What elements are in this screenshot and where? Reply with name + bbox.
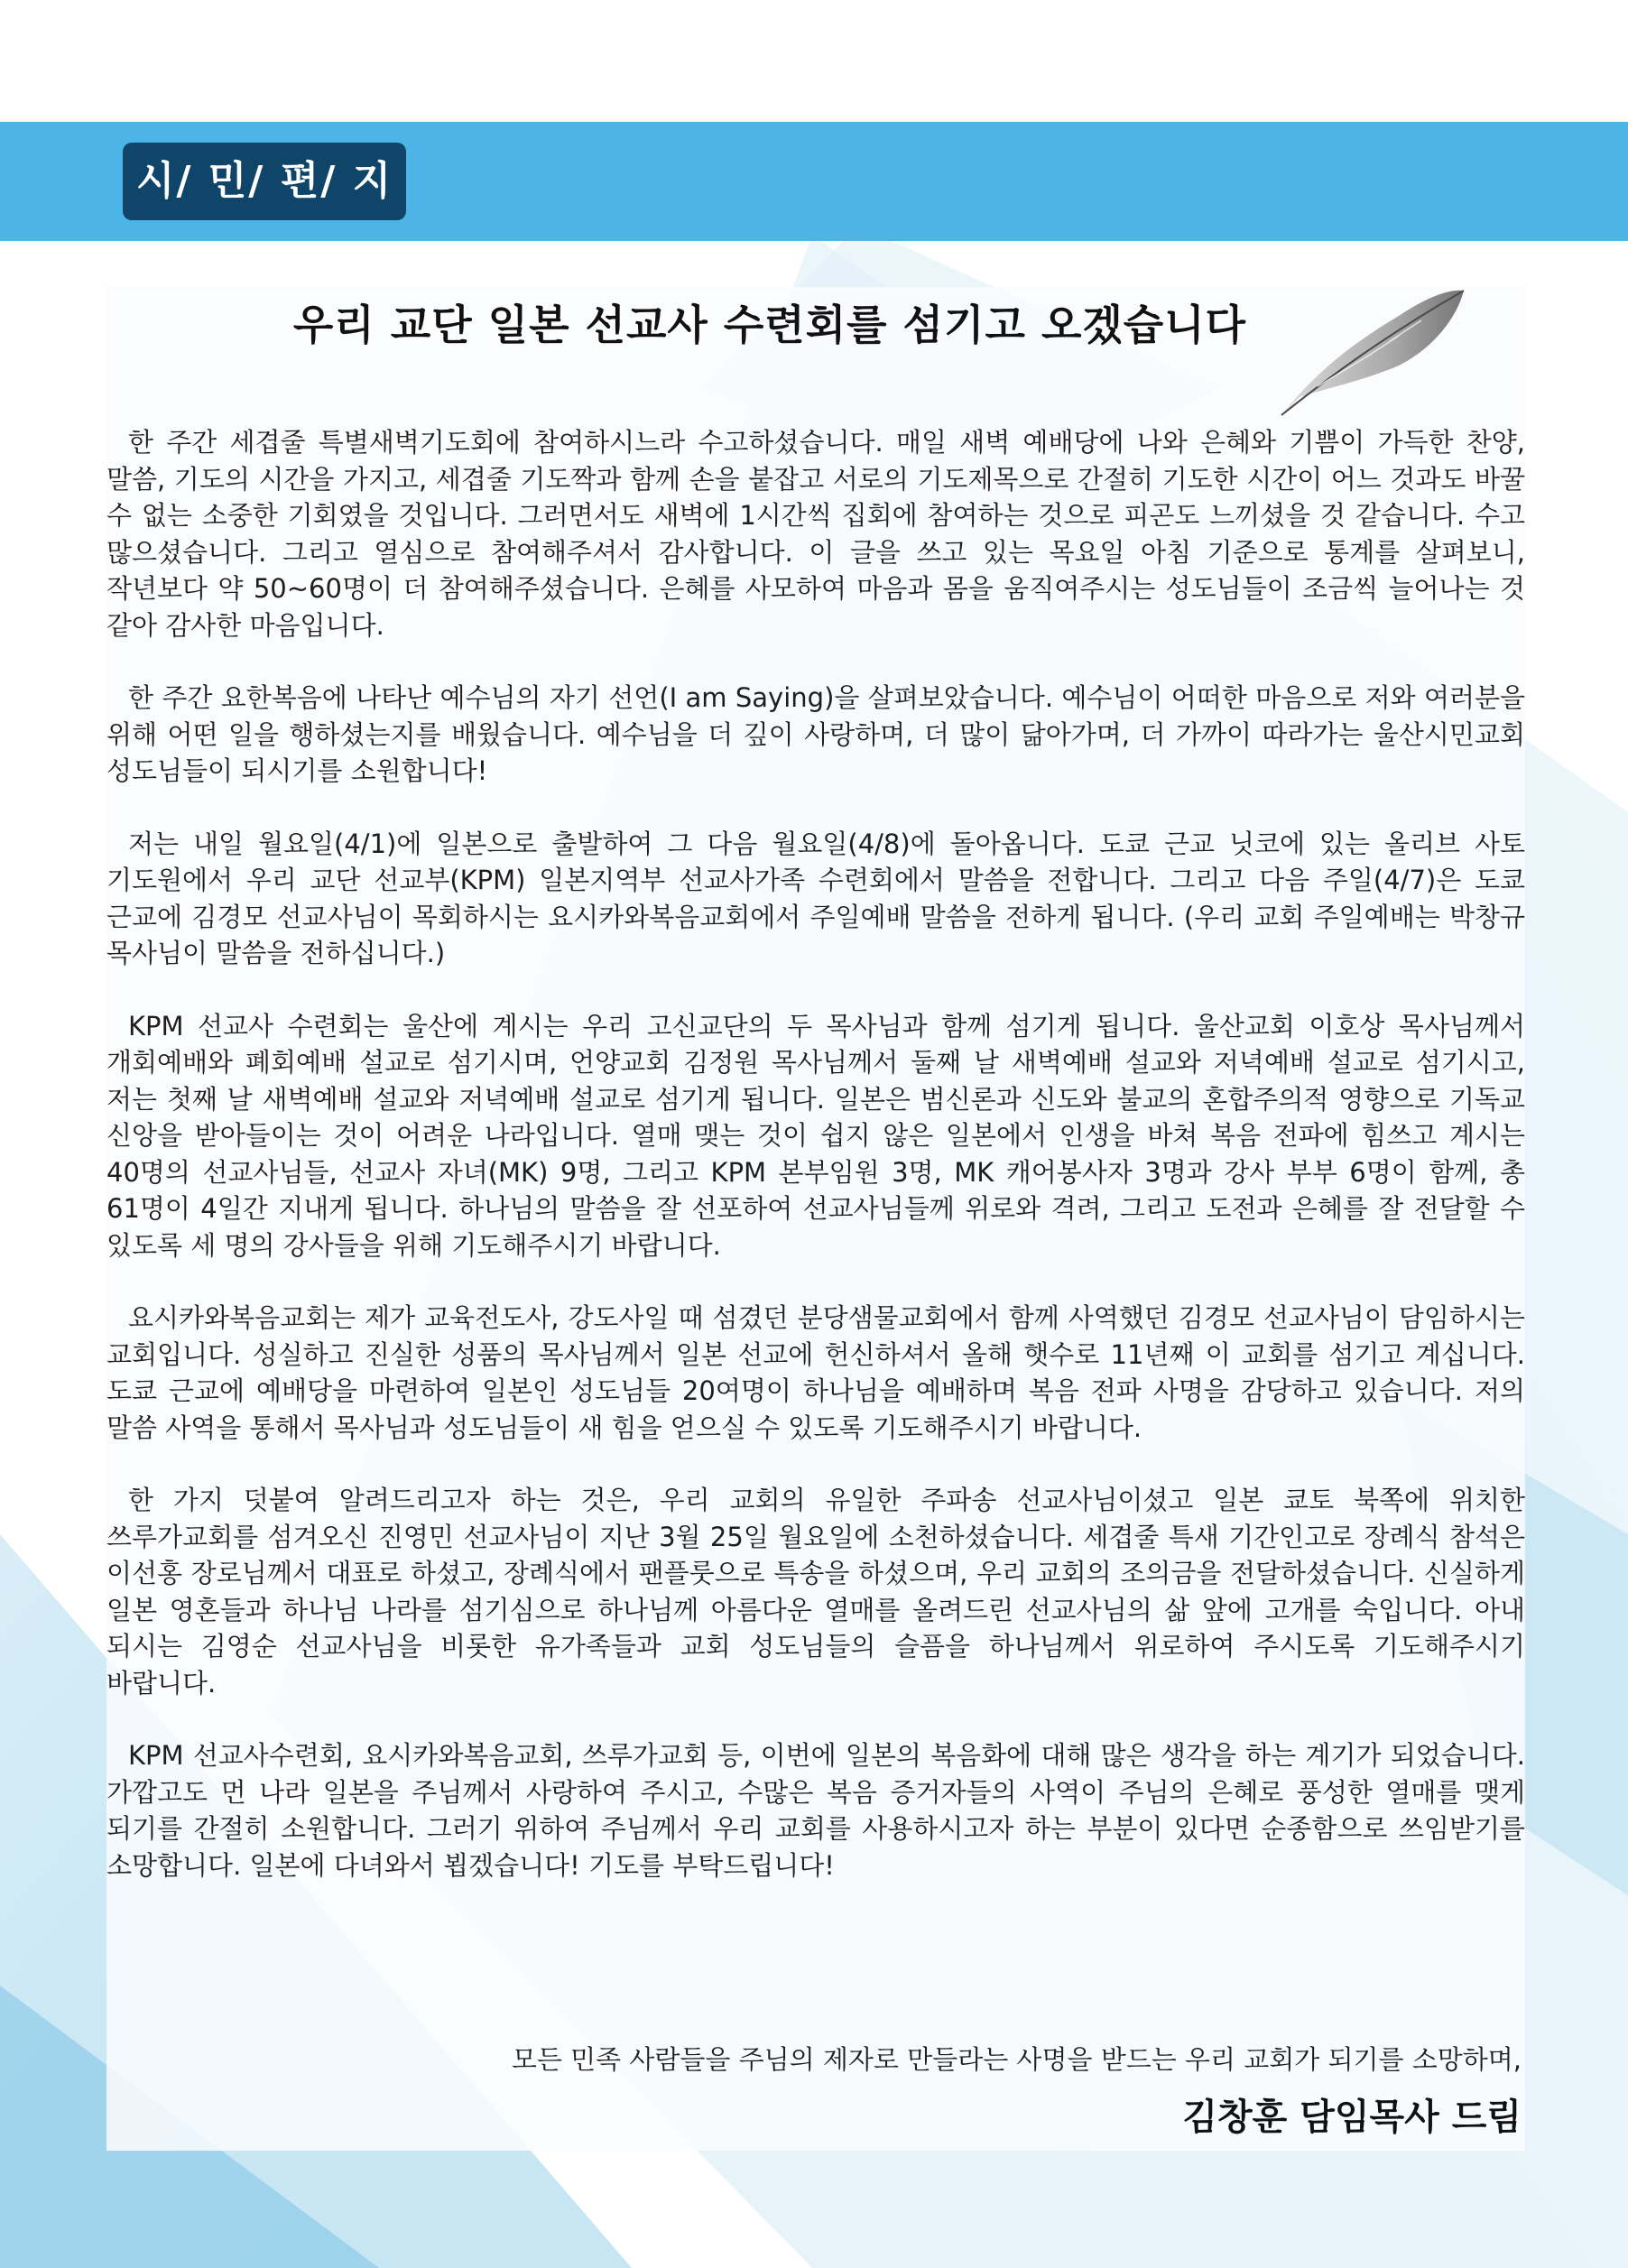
signature: 김창훈 담임목사 드림 (1182, 2097, 1522, 2138)
letter-body (106, 424, 1525, 1920)
letter-title: 우리 교단 일본 선교사 수련회를 섬기고 오겠습니다 (292, 301, 1247, 349)
closing-line: 모든 민족 사람들을 주님의 제자로 만들라는 사명을 받드는 우리 교회가 되기를 소망하며, (511, 2044, 1522, 2075)
paragraph: 한 주간 요한복음에 나타난 예수님의 자기 선언(I am Saying)을 살펴보았습니다. 예수님이 어떠한 마음으로 저와 여러분을 위해 어떤 일을 행하셨는지를 배웠습니다. 예수님을 더 깊이 사랑하며, 더 많이 닮아가며, 더 가까이 따라가는 울산시민교회 성도님들이 되시기를 소원합니다! (106, 682, 1525, 786)
section-badge: 시/ 민/ 편/ 지 (123, 143, 406, 220)
paragraph: 저는 내일 월요일(4/1)에 일본으로 출발하여 그 다음 월요일(4/8)에 돌아옵니다. 도쿄 근교 닛코에 있는 올리브 사토 기도원에서 우리 교단 선교부(KPM) 일본지역부 선교사가족 수련회에서 말씀을 전합니다. 그리고 다음 주일(4/7)은 도쿄 근교에 김경모 선교사님이 목회하시는 요시카와복음교회에서 주일예배 말씀을 전하게 됩니다. (우리 교회 주일예배는 박창규 목사님이 말씀을 전하십니다.) (106, 828, 1525, 968)
paragraph: KPM 선교사수련회, 요시카와복음교회, 쓰루가교회 등, 이번에 일본의 복음화에 대해 많은 생각을 하는 계기가 되었습니다. 가깝고도 먼 나라 일본을 주님께서 사랑하여 주시고, 수많은 복음 증거자들의 사역이 주님의 은혜로 풍성한 열매를 맺게 되기를 간절히 소원합니다. 그러기 위하여 주님께서 우리 교회를 사용하시고자 하는 부분이 있다면 순종함으로 쓰임받기를 소망합니다. 일본에 다녀와서 뵙겠습니다! 기도를 부탁드립니다! (106, 1740, 1525, 1881)
paragraph: 요시카와복음교회는 제가 교육전도사, 강도사일 때 섬겼던 분당샘물교회에서 함께 사역했던 김경모 선교사님이 담임하시는 교회입니다. 성실하고 진실한 성품의 목사님께서 일본 선교에 헌신하셔서 올해 햇수로 11년째 이 교회를 섬기고 계십니다. 도쿄 근교에 예배당을 마련하여 일본인 성도님들 20여명이 하나님을 예배하며 복음 전파 사명을 감당하고 있습니다. 저의 말씀 사역을 통해서 목사님과 성도님들이 새 힘을 얻으실 수 있도록 기도해주시기 바랍니다. (106, 1302, 1525, 1443)
paragraph: 한 가지 덧붙여 알려드리고자 하는 것은, 우리 교회의 유일한 주파송 선교사님이셨고 일본 쿄토 북쪽에 위치한 쓰루가교회를 섬겨오신 진영민 선교사님이 지난 3월 25일 월요일에 소천하셨습니다. 세겹줄 특새 기간인고로 장례식 참석은 이선홍 장로님께서 대표로 하셨고, 장례식에서 팬플룻으로 특송을 하셨으며, 우리 교회의 조의금을 전달하셨습니다. 신실하게 일본 영혼들과 하나님 나라를 섬기심으로 하나님께 아름다운 열매를 올려드린 선교사님의 삶 앞에 고개를 숙입니다. 아내 되시는 김영순 선교사님을 비롯한 유가족들과 교회 성도님들의 슬픔을 하나님께서 위로하여 주시도록 기도해주시기 바랍니다. (106, 1485, 1525, 1699)
paragraph: KPM 선교사 수련회는 울산에 계시는 우리 고신교단의 두 목사님과 함께 섬기게 됩니다. 울산교회 이호상 목사님께서 개회예배와 폐회예배 설교로 섬기시며, 언양교회 김정원 목사님께서 둘째 날 새벽예배 설교와 저녁예배 설교로 섬기시고, 저는 첫째 날 새벽예배 설교와 저녁예배 설교로 섬기게 됩니다. 일본은 범신론과 신도와 불교의 혼합주의적 영향으로 기독교 신앙을 받아들이는 것이 어려운 나라입니다. 열매 맺는 것이 쉽지 않은 일본에서 인생을 바쳐 복음 전파에 힘쓰고 계시는 40명의 선교사님들, 선교사 자녀(MK) 9명, 그리고 KPM 본부임원 3명, MK 캐어봉사자 3명과 강사 부부 6명이 함께, 총 61명이 4일간 지내게 됩니다. 하나님의 말씀을 잘 선포하여 선교사님들께 위로와 격려, 그리고 도전과 은혜를 잘 전달할 수 있도록 세 명의 강사들을 위해 기도해주시기 바랍니다. (106, 1010, 1525, 1261)
paragraph: 한 주간 세겹줄 특별새벽기도회에 참여하시느라 수고하셨습니다. 매일 새벽 예배당에 나와 은혜와 기쁨이 가득한 찬양, 말씀, 기도의 시간을 가지고, 세겹줄 기도짝과 함께 손을 붙잡고 서로의 기도제목으로 간절히 기도한 시간이 어느 것과도 바꿀 수 없는 소중한 기회였을 것입니다. 그러면서도 새벽에 1시간씩 집회에 참여하는 것으로 피곤도 느끼셨을 것 같습니다. 수고 많으셨습니다. 그리고 열심으로 참여해주셔서 감사합니다. 이 글을 쓰고 있는 목요일 아침 기준으로 통계를 살펴보니, 작년보다 약 50~60명이 더 참여해주셨습니다. 은혜를 사모하여 마음과 몸을 움직여주시는 성도님들이 조금씩 늘어나는 것 같아 감사한 마음입니다. (106, 427, 1525, 641)
